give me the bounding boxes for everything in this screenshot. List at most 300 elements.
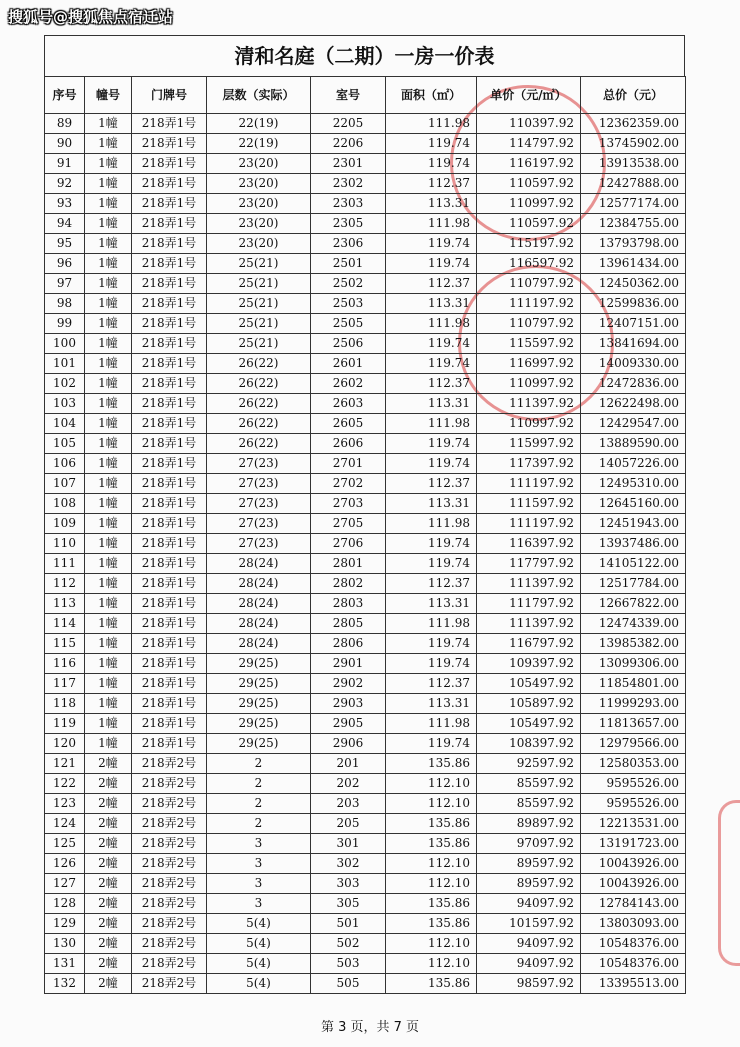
cell-address: 218弄1号 (132, 194, 207, 214)
cell-address: 218弄1号 (132, 594, 207, 614)
cell-building: 1幢 (85, 354, 132, 374)
cell-address: 218弄1号 (132, 674, 207, 694)
cell-building: 1幢 (85, 674, 132, 694)
cell-total-price: 12645160.00 (581, 494, 686, 514)
cell-address: 218弄1号 (132, 714, 207, 734)
cell-building: 1幢 (85, 574, 132, 594)
cell-building: 1幢 (85, 294, 132, 314)
cell-building: 1幢 (85, 114, 132, 134)
cell-total-price: 12407151.00 (581, 314, 686, 334)
cell-index: 124 (45, 814, 85, 834)
table-row (45, 294, 686, 314)
cell-floor: 23(20) (207, 154, 311, 174)
cell-area: 111.98 (386, 614, 477, 634)
cell-index: 93 (45, 194, 85, 214)
cell-building: 1幢 (85, 374, 132, 394)
cell-index: 113 (45, 594, 85, 614)
cell-total-price: 12474339.00 (581, 614, 686, 634)
cell-floor: 26(22) (207, 394, 311, 414)
cell-floor: 3 (207, 894, 311, 914)
cell-building: 2幢 (85, 794, 132, 814)
cell-floor: 29(25) (207, 734, 311, 754)
cell-address: 218弄1号 (132, 254, 207, 274)
cell-room: 502 (311, 934, 386, 954)
cell-area: 111.98 (386, 414, 477, 434)
cell-room: 2501 (311, 254, 386, 274)
cell-total-price: 13803093.00 (581, 914, 686, 934)
cell-address: 218弄1号 (132, 374, 207, 394)
cell-index: 126 (45, 854, 85, 874)
cell-index: 119 (45, 714, 85, 734)
cell-address: 218弄2号 (132, 854, 207, 874)
cell-index: 104 (45, 414, 85, 434)
cell-index: 98 (45, 294, 85, 314)
cell-index: 132 (45, 974, 85, 994)
cell-area: 112.37 (386, 374, 477, 394)
cell-address: 218弄1号 (132, 214, 207, 234)
cell-area: 119.74 (386, 434, 477, 454)
cell-unit-price: 114797.92 (477, 134, 581, 154)
cell-area: 112.10 (386, 874, 477, 894)
cell-building: 2幢 (85, 974, 132, 994)
cell-address: 218弄1号 (132, 534, 207, 554)
cell-index: 125 (45, 834, 85, 854)
header-cell-index: 序号 (45, 77, 85, 114)
cell-area: 112.37 (386, 174, 477, 194)
cell-floor: 22(19) (207, 114, 311, 134)
cell-room: 205 (311, 814, 386, 834)
cell-index: 129 (45, 914, 85, 934)
table-row (45, 454, 686, 474)
cell-area: 111.98 (386, 714, 477, 734)
cell-room: 2603 (311, 394, 386, 414)
cell-floor: 25(21) (207, 274, 311, 294)
cell-index: 118 (45, 694, 85, 714)
cell-address: 218弄1号 (132, 394, 207, 414)
cell-total-price: 12495310.00 (581, 474, 686, 494)
cell-building: 1幢 (85, 714, 132, 734)
cell-total-price: 13937486.00 (581, 534, 686, 554)
cell-address: 218弄1号 (132, 634, 207, 654)
table-row (45, 354, 686, 374)
cell-index: 94 (45, 214, 85, 234)
cell-floor: 25(21) (207, 294, 311, 314)
cell-address: 218弄1号 (132, 494, 207, 514)
cell-floor: 27(23) (207, 454, 311, 474)
cell-address: 218弄2号 (132, 894, 207, 914)
cell-building: 1幢 (85, 534, 132, 554)
cell-index: 97 (45, 274, 85, 294)
cell-room: 2306 (311, 234, 386, 254)
cell-total-price: 10548376.00 (581, 934, 686, 954)
cell-index: 103 (45, 394, 85, 414)
table-row (45, 894, 686, 914)
cell-building: 1幢 (85, 594, 132, 614)
table-row (45, 154, 686, 174)
cell-unit-price: 89597.92 (477, 854, 581, 874)
cell-index: 127 (45, 874, 85, 894)
cell-area: 119.74 (386, 454, 477, 474)
cell-building: 1幢 (85, 694, 132, 714)
table-row (45, 774, 686, 794)
cell-total-price: 12577174.00 (581, 194, 686, 214)
cell-unit-price: 117797.92 (477, 554, 581, 574)
cell-address: 218弄2号 (132, 794, 207, 814)
cell-unit-price: 105497.92 (477, 714, 581, 734)
table-row (45, 514, 686, 534)
cell-room: 2803 (311, 594, 386, 614)
cell-floor: 27(23) (207, 474, 311, 494)
cell-total-price: 13395513.00 (581, 974, 686, 994)
cell-building: 1幢 (85, 434, 132, 454)
cell-unit-price: 116797.92 (477, 634, 581, 654)
cell-area: 113.31 (386, 194, 477, 214)
cell-address: 218弄1号 (132, 734, 207, 754)
cell-total-price: 9595526.00 (581, 794, 686, 814)
cell-unit-price: 111197.92 (477, 474, 581, 494)
cell-total-price: 12979566.00 (581, 734, 686, 754)
cell-floor: 2 (207, 814, 311, 834)
cell-building: 1幢 (85, 174, 132, 194)
cell-address: 218弄1号 (132, 294, 207, 314)
cell-address: 218弄1号 (132, 454, 207, 474)
cell-area: 135.86 (386, 914, 477, 934)
cell-total-price: 13889590.00 (581, 434, 686, 454)
cell-address: 218弄2号 (132, 974, 207, 994)
table-row (45, 614, 686, 634)
price-table-sheet (44, 35, 685, 994)
cell-index: 128 (45, 894, 85, 914)
cell-building: 1幢 (85, 194, 132, 214)
header-cell-unit-price: 单价（元/㎡） (477, 77, 581, 114)
cell-floor: 25(21) (207, 254, 311, 274)
cell-address: 218弄1号 (132, 134, 207, 154)
cell-total-price: 14105122.00 (581, 554, 686, 574)
cell-floor: 2 (207, 794, 311, 814)
cell-floor: 25(21) (207, 334, 311, 354)
cell-room: 2701 (311, 454, 386, 474)
cell-room: 302 (311, 854, 386, 874)
cell-building: 1幢 (85, 634, 132, 654)
cell-floor: 5(4) (207, 974, 311, 994)
cell-floor: 3 (207, 874, 311, 894)
cell-index: 109 (45, 514, 85, 534)
table-row (45, 394, 686, 414)
cell-area: 119.74 (386, 154, 477, 174)
cell-area: 135.86 (386, 894, 477, 914)
cell-index: 131 (45, 954, 85, 974)
cell-unit-price: 110997.92 (477, 194, 581, 214)
cell-floor: 26(22) (207, 374, 311, 394)
cell-floor: 2 (207, 754, 311, 774)
cell-total-price: 12451943.00 (581, 514, 686, 534)
cell-unit-price: 111397.92 (477, 394, 581, 414)
table-row (45, 554, 686, 574)
cell-room: 2702 (311, 474, 386, 494)
cell-index: 123 (45, 794, 85, 814)
cell-building: 2幢 (85, 874, 132, 894)
cell-unit-price: 115197.92 (477, 234, 581, 254)
cell-floor: 5(4) (207, 914, 311, 934)
cell-address: 218弄2号 (132, 754, 207, 774)
table-row (45, 734, 686, 754)
cell-total-price: 12450362.00 (581, 274, 686, 294)
cell-area: 113.31 (386, 394, 477, 414)
cell-building: 1幢 (85, 454, 132, 474)
cell-building: 2幢 (85, 774, 132, 794)
cell-area: 111.98 (386, 314, 477, 334)
cell-floor: 27(23) (207, 494, 311, 514)
cell-unit-price: 110797.92 (477, 314, 581, 334)
cell-unit-price: 110597.92 (477, 174, 581, 194)
table-row (45, 194, 686, 214)
cell-total-price: 13841694.00 (581, 334, 686, 354)
cell-floor: 23(20) (207, 234, 311, 254)
table-row (45, 174, 686, 194)
cell-room: 2902 (311, 674, 386, 694)
cell-address: 218弄1号 (132, 274, 207, 294)
cell-floor: 29(25) (207, 654, 311, 674)
cell-address: 218弄1号 (132, 614, 207, 634)
cell-unit-price: 111397.92 (477, 614, 581, 634)
cell-unit-price: 105897.92 (477, 694, 581, 714)
cell-area: 112.10 (386, 794, 477, 814)
cell-index: 96 (45, 254, 85, 274)
cell-floor: 28(24) (207, 614, 311, 634)
table-row (45, 594, 686, 614)
cell-index: 107 (45, 474, 85, 494)
cell-index: 117 (45, 674, 85, 694)
cell-floor: 3 (207, 854, 311, 874)
cell-area: 135.86 (386, 814, 477, 834)
cell-address: 218弄1号 (132, 314, 207, 334)
cell-room: 2705 (311, 514, 386, 534)
cell-total-price: 12472836.00 (581, 374, 686, 394)
cell-unit-price: 101597.92 (477, 914, 581, 934)
cell-unit-price: 116197.92 (477, 154, 581, 174)
cell-index: 121 (45, 754, 85, 774)
cell-area: 112.37 (386, 574, 477, 594)
cell-address: 218弄1号 (132, 114, 207, 134)
header-cell-area: 面积（㎡） (386, 77, 477, 114)
cell-floor: 23(20) (207, 174, 311, 194)
cell-index: 116 (45, 654, 85, 674)
cell-address: 218弄1号 (132, 154, 207, 174)
cell-area: 135.86 (386, 834, 477, 854)
cell-room: 2706 (311, 534, 386, 554)
cell-total-price: 12427888.00 (581, 174, 686, 194)
cell-room: 503 (311, 954, 386, 974)
cell-area: 119.74 (386, 234, 477, 254)
header-cell-address: 门牌号 (132, 77, 207, 114)
cell-index: 91 (45, 154, 85, 174)
cell-unit-price: 94097.92 (477, 934, 581, 954)
table-row (45, 574, 686, 594)
cell-floor: 26(22) (207, 414, 311, 434)
cell-room: 505 (311, 974, 386, 994)
cell-address: 218弄1号 (132, 174, 207, 194)
table-row (45, 974, 686, 994)
table-row (45, 274, 686, 294)
cell-index: 114 (45, 614, 85, 634)
cell-area: 113.31 (386, 294, 477, 314)
header-cell-floor: 层数（实际） (207, 77, 311, 114)
cell-total-price: 12667822.00 (581, 594, 686, 614)
cell-floor: 28(24) (207, 594, 311, 614)
cell-building: 2幢 (85, 754, 132, 774)
cell-room: 2505 (311, 314, 386, 334)
table-row (45, 434, 686, 454)
cell-floor: 29(25) (207, 714, 311, 734)
cell-room: 2301 (311, 154, 386, 174)
table-row (45, 134, 686, 154)
cell-room: 2601 (311, 354, 386, 374)
cell-building: 1幢 (85, 334, 132, 354)
cell-index: 122 (45, 774, 85, 794)
cell-address: 218弄1号 (132, 654, 207, 674)
cell-unit-price: 109397.92 (477, 654, 581, 674)
cell-unit-price: 94097.92 (477, 894, 581, 914)
cell-area: 112.10 (386, 934, 477, 954)
cell-unit-price: 110397.92 (477, 114, 581, 134)
table-row (45, 474, 686, 494)
cell-area: 112.10 (386, 854, 477, 874)
table-row (45, 534, 686, 554)
cell-area: 112.37 (386, 674, 477, 694)
cell-building: 2幢 (85, 834, 132, 854)
cell-room: 2801 (311, 554, 386, 574)
cell-index: 130 (45, 934, 85, 954)
cell-total-price: 9595526.00 (581, 774, 686, 794)
cell-area: 119.74 (386, 534, 477, 554)
cell-index: 99 (45, 314, 85, 334)
cell-index: 108 (45, 494, 85, 514)
cell-building: 1幢 (85, 234, 132, 254)
cell-unit-price: 116997.92 (477, 354, 581, 374)
cell-address: 218弄2号 (132, 774, 207, 794)
cell-index: 112 (45, 574, 85, 594)
cell-address: 218弄2号 (132, 814, 207, 834)
cell-area: 111.98 (386, 514, 477, 534)
cell-room: 2606 (311, 434, 386, 454)
table-row (45, 714, 686, 734)
cell-total-price: 13985382.00 (581, 634, 686, 654)
cell-total-price: 13961434.00 (581, 254, 686, 274)
cell-area: 112.10 (386, 774, 477, 794)
cell-total-price: 12384755.00 (581, 214, 686, 234)
cell-room: 2806 (311, 634, 386, 654)
cell-unit-price: 111197.92 (477, 514, 581, 534)
cell-room: 2905 (311, 714, 386, 734)
table-header-row (45, 77, 686, 114)
cell-index: 120 (45, 734, 85, 754)
cell-floor: 22(19) (207, 134, 311, 154)
cell-room: 2303 (311, 194, 386, 214)
table-row (45, 214, 686, 234)
table-row (45, 314, 686, 334)
cell-unit-price: 97097.92 (477, 834, 581, 854)
cell-floor: 3 (207, 834, 311, 854)
cell-area: 119.74 (386, 734, 477, 754)
cell-address: 218弄2号 (132, 834, 207, 854)
table-row (45, 234, 686, 254)
table-row (45, 854, 686, 874)
cell-address: 218弄2号 (132, 874, 207, 894)
cell-area: 112.10 (386, 954, 477, 974)
cell-total-price: 10548376.00 (581, 954, 686, 974)
cell-unit-price: 94097.92 (477, 954, 581, 974)
cell-building: 1幢 (85, 214, 132, 234)
cell-floor: 5(4) (207, 934, 311, 954)
cell-area: 119.74 (386, 354, 477, 374)
cell-area: 135.86 (386, 754, 477, 774)
cell-address: 218弄1号 (132, 574, 207, 594)
table-title: 清和名庭（二期）一房一价表 (44, 35, 685, 76)
cell-room: 2805 (311, 614, 386, 634)
cell-index: 111 (45, 554, 85, 574)
cell-total-price: 12362359.00 (581, 114, 686, 134)
cell-area: 113.31 (386, 494, 477, 514)
cell-total-price: 12429547.00 (581, 414, 686, 434)
cell-room: 2605 (311, 414, 386, 434)
table-row (45, 794, 686, 814)
cell-index: 95 (45, 234, 85, 254)
cell-building: 1幢 (85, 474, 132, 494)
cell-building: 2幢 (85, 954, 132, 974)
cell-room: 2503 (311, 294, 386, 314)
table-row (45, 814, 686, 834)
cell-total-price: 11813657.00 (581, 714, 686, 734)
cell-building: 2幢 (85, 894, 132, 914)
price-table (44, 76, 686, 994)
cell-unit-price: 115597.92 (477, 334, 581, 354)
cell-floor: 2 (207, 774, 311, 794)
cell-area: 113.31 (386, 694, 477, 714)
cell-building: 1幢 (85, 314, 132, 334)
cell-address: 218弄1号 (132, 474, 207, 494)
cell-index: 89 (45, 114, 85, 134)
cell-area: 119.74 (386, 254, 477, 274)
cell-unit-price: 111397.92 (477, 574, 581, 594)
cell-area: 119.74 (386, 654, 477, 674)
header-cell-total-price: 总价（元） (581, 77, 686, 114)
table-row (45, 634, 686, 654)
table-row (45, 874, 686, 894)
cell-unit-price: 98597.92 (477, 974, 581, 994)
cell-floor: 25(21) (207, 314, 311, 334)
cell-room: 2302 (311, 174, 386, 194)
watermark-text: 搜狐号@搜狐焦点宿迁站 (8, 8, 174, 26)
cell-floor: 23(20) (207, 214, 311, 234)
cell-unit-price: 117397.92 (477, 454, 581, 474)
cell-total-price: 13913538.00 (581, 154, 686, 174)
cell-building: 1幢 (85, 494, 132, 514)
cell-room: 2901 (311, 654, 386, 674)
cell-address: 218弄2号 (132, 934, 207, 954)
cell-address: 218弄1号 (132, 694, 207, 714)
cell-area: 112.37 (386, 474, 477, 494)
table-row (45, 914, 686, 934)
cell-building: 1幢 (85, 654, 132, 674)
table-row (45, 654, 686, 674)
cell-unit-price: 110597.92 (477, 214, 581, 234)
cell-total-price: 10043926.00 (581, 854, 686, 874)
header-cell-room: 室号 (311, 77, 386, 114)
cell-floor: 27(23) (207, 534, 311, 554)
table-row (45, 754, 686, 774)
cell-building: 1幢 (85, 394, 132, 414)
cell-room: 501 (311, 914, 386, 934)
